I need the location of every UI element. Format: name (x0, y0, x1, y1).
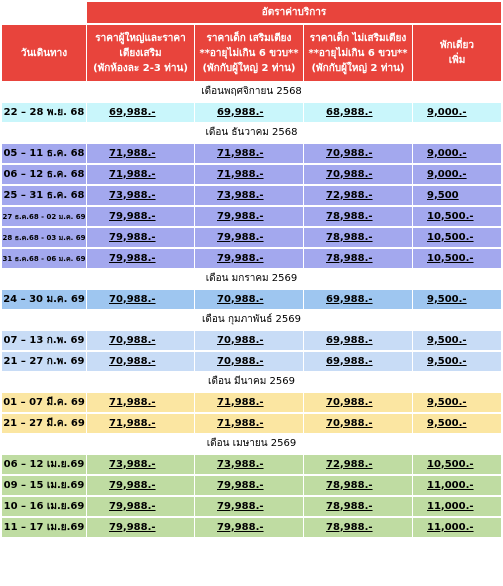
single-supplement-cell: 9,500.- (413, 393, 501, 412)
header-child-nobed-line: ราคาเด็ก ไม่เสริมเตียง (309, 32, 407, 44)
child-bed-price-cell: 73,988.- (195, 186, 303, 205)
child-nobed-price-cell: 78,988.- (304, 476, 412, 495)
date-cell: 28 ธ.ค.68 - 03 ม.ค. 69 (2, 228, 86, 247)
single-supplement-cell: 10,500.- (413, 228, 501, 247)
adult-price-cell: 69,988.- (87, 103, 194, 122)
header-child-bed-line: (พักกับผู้ใหญ่ 2 ท่าน) (202, 62, 296, 74)
adult-price-cell: 73,988.- (87, 455, 194, 474)
header-adult-line: เตียงเสริม (119, 47, 162, 59)
date-cell: 07 – 13 ก.พ. 69 (2, 331, 86, 350)
header-child-nobed-line: **อายุไม่เกิน 6 ขวบ** (308, 47, 408, 59)
month-label: เดือน กุมภาพันธ์ 2569 (2, 311, 501, 329)
adult-price-cell: 73,988.- (87, 186, 194, 205)
adult-price-cell: 71,988.- (87, 144, 194, 163)
child-bed-price-cell: 70,988.- (195, 352, 303, 371)
adult-price-cell: 71,988.- (87, 165, 194, 184)
adult-price-cell: 79,988.- (87, 228, 194, 247)
table-row (2, 144, 501, 163)
header-adult-line: ราคาผู้ใหญ่และราคา (95, 32, 186, 44)
child-nobed-price-cell: 70,988.- (304, 414, 412, 433)
date-cell: 06 – 12 ธ.ค. 68 (2, 165, 86, 184)
date-cell: 09 – 15 เม.ย.69 (2, 476, 86, 495)
adult-price-cell: 71,988.- (87, 393, 194, 412)
date-cell: 25 – 31 ธ.ค. 68 (2, 186, 86, 205)
table-row (2, 165, 501, 184)
child-bed-price-cell: 79,988.- (195, 207, 303, 226)
header-single-line: เพิ่ม (448, 55, 466, 66)
single-supplement-cell: 11,000.- (413, 497, 501, 516)
date-cell: 24 – 30 ม.ค. 69 (2, 290, 86, 309)
date-cell: 21 – 27 มี.ค. 69 (2, 414, 86, 433)
adult-price-cell: 79,988.- (87, 497, 194, 516)
adult-price-cell: 79,988.- (87, 518, 194, 537)
single-supplement-cell: 9,500.- (413, 331, 501, 350)
child-bed-price-cell: 70,988.- (195, 290, 303, 309)
adult-price-cell: 79,988.- (87, 207, 194, 226)
child-bed-price-cell: 79,988.- (195, 228, 303, 247)
table-row (2, 497, 501, 516)
date-cell: 27 ธ.ค.68 - 02 ม.ค. 69 (2, 207, 86, 226)
header-adult-line: (พักห้องละ 2-3 ท่าน) (93, 62, 188, 74)
header-single-line: พักเดี่ยว (439, 40, 475, 51)
date-cell: 10 – 16 เม.ย.69 (2, 497, 86, 516)
child-nobed-price-cell: 78,988.- (304, 249, 412, 268)
month-label: เดือน ธันวาคม 2568 (2, 124, 501, 142)
single-supplement-cell: 9,500.- (413, 352, 501, 371)
table-row (2, 352, 501, 371)
child-nobed-price-cell: 69,988.- (304, 290, 412, 309)
table-row (2, 103, 501, 122)
header-child-bed (195, 25, 303, 81)
month-row (2, 83, 501, 101)
table-row (2, 455, 501, 474)
month-row (2, 373, 501, 391)
date-cell: 06 – 12 เม.ย.69 (2, 455, 86, 474)
table-row (2, 331, 501, 350)
single-supplement-cell: 9,500.- (413, 290, 501, 309)
header-single (413, 25, 501, 81)
month-row (2, 270, 501, 288)
adult-price-cell: 70,988.- (87, 352, 194, 371)
single-supplement-cell: 10,500.- (413, 455, 501, 474)
date-cell: 31 ธ.ค.68 - 06 ม.ค. 69 (2, 249, 86, 268)
adult-price-cell: 70,988.- (87, 290, 194, 309)
table-row (2, 249, 501, 268)
table-body (2, 83, 501, 537)
table-title: อัตราค่าบริการ (87, 2, 501, 23)
date-cell: 05 – 11 ธ.ค. 68 (2, 144, 86, 163)
child-nobed-price-cell: 78,988.- (304, 497, 412, 516)
adult-price-cell: 79,988.- (87, 476, 194, 495)
child-nobed-price-cell: 70,988.- (304, 144, 412, 163)
adult-price-cell: 79,988.- (87, 249, 194, 268)
child-bed-price-cell: 79,988.- (195, 497, 303, 516)
single-supplement-cell: 10,500.- (413, 249, 501, 268)
header-date: วันเดินทาง (2, 25, 86, 81)
adult-price-cell: 70,988.- (87, 331, 194, 350)
single-supplement-cell: 9,500 (413, 186, 501, 205)
child-bed-price-cell: 71,988.- (195, 414, 303, 433)
date-cell: 01 – 07 มี.ค. 69 (2, 393, 86, 412)
month-label: เดือน มีนาคม 2569 (2, 373, 501, 391)
table-row (2, 186, 501, 205)
header-child-nobed (304, 25, 412, 81)
child-nobed-price-cell: 69,988.- (304, 352, 412, 371)
table-row (2, 476, 501, 495)
child-bed-price-cell: 79,988.- (195, 518, 303, 537)
single-supplement-cell: 10,500.- (413, 207, 501, 226)
header-child-bed-line: **อายุไม่เกิน 6 ขวบ** (199, 47, 299, 59)
child-nobed-price-cell: 70,988.- (304, 393, 412, 412)
month-row (2, 435, 501, 453)
single-supplement-cell: 9,000.- (413, 144, 501, 163)
single-supplement-cell: 11,000.- (413, 476, 501, 495)
child-nobed-price-cell: 78,988.- (304, 228, 412, 247)
month-label: เดือนพฤศจิกายน 2568 (2, 83, 501, 101)
header-spacer (2, 2, 86, 23)
date-cell: 22 – 28 พ.ย. 68 (2, 103, 86, 122)
child-nobed-price-cell: 68,988.- (304, 103, 412, 122)
single-supplement-cell: 9,500.- (413, 414, 501, 433)
child-nobed-price-cell: 72,988.- (304, 186, 412, 205)
child-nobed-price-cell: 78,988.- (304, 518, 412, 537)
child-bed-price-cell: 71,988.- (195, 165, 303, 184)
child-bed-price-cell: 79,988.- (195, 249, 303, 268)
date-cell: 11 – 17 เม.ย.69 (2, 518, 86, 537)
child-bed-price-cell: 71,988.- (195, 144, 303, 163)
header-child-bed-line: ราคาเด็ก เสริมเตียง (206, 32, 292, 44)
table-row (2, 414, 501, 433)
table-row (2, 393, 501, 412)
price-table (1, 0, 502, 539)
month-label: เดือน มกราคม 2569 (2, 270, 501, 288)
single-supplement-cell: 11,000.- (413, 518, 501, 537)
table-row (2, 518, 501, 537)
month-row (2, 124, 501, 142)
month-row (2, 311, 501, 329)
child-bed-price-cell: 70,988.- (195, 331, 303, 350)
month-label: เดือน เมษายน 2569 (2, 435, 501, 453)
header-child-nobed-line: (พักกับผู้ใหญ่ 2 ท่าน) (311, 62, 405, 74)
child-bed-price-cell: 73,988.- (195, 455, 303, 474)
single-supplement-cell: 9,000.- (413, 165, 501, 184)
table-row (2, 290, 501, 309)
child-nobed-price-cell: 70,988.- (304, 165, 412, 184)
child-nobed-price-cell: 69,988.- (304, 331, 412, 350)
child-bed-price-cell: 71,988.- (195, 393, 303, 412)
header-adult (87, 25, 194, 81)
child-nobed-price-cell: 78,988.- (304, 207, 412, 226)
date-cell: 21 – 27 ก.พ. 69 (2, 352, 86, 371)
adult-price-cell: 71,988.- (87, 414, 194, 433)
child-nobed-price-cell: 72,988.- (304, 455, 412, 474)
child-bed-price-cell: 79,988.- (195, 476, 303, 495)
single-supplement-cell: 9,000.- (413, 103, 501, 122)
table-row (2, 228, 501, 247)
table-row (2, 207, 501, 226)
child-bed-price-cell: 69,988.- (195, 103, 303, 122)
